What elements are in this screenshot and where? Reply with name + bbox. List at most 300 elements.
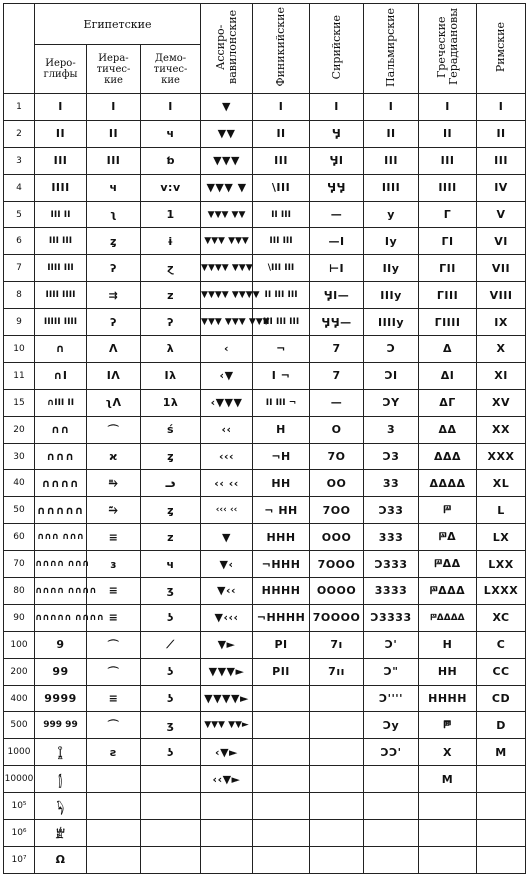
assyrian-cell: ▼▼▼▼► <box>201 685 253 712</box>
assyrian-cell: ▼▼▼ ▼▼▼ ▼▼▼ <box>201 309 253 336</box>
demotic-cell: v:v <box>141 174 201 201</box>
demotic-cell: ʒ <box>141 712 201 739</box>
number-cell: 10 <box>4 336 35 363</box>
greek-cell: Г <box>419 201 477 228</box>
palmyrene-cell: II <box>364 120 419 147</box>
hieroglyph-cell: ∩I <box>35 362 87 389</box>
number-cell: 20 <box>4 416 35 443</box>
phoenician-cell: ¬ <box>253 336 310 363</box>
phoenician-cell: III <box>253 147 310 174</box>
assyrian-cell: ‹▼ <box>201 362 253 389</box>
table-row <box>4 470 526 497</box>
roman-cell: CD <box>477 685 526 712</box>
table-row <box>4 766 526 793</box>
syrian-cell <box>310 820 364 847</box>
roman-cell <box>477 820 526 847</box>
hieroglyph-cell: II <box>35 120 87 147</box>
assyrian-cell: ‹‹‹ <box>201 443 253 470</box>
hieratic-cell: ȥ <box>87 228 141 255</box>
number-cell: 15 <box>4 389 35 416</box>
syrian-cell: ӋI— <box>310 282 364 309</box>
syrian-cell: 7O <box>310 443 364 470</box>
palmyrene-cell: Ↄ3 <box>364 443 419 470</box>
syrian-cell: —I <box>310 228 364 255</box>
hieroglyph-cell: 999 99 <box>35 712 87 739</box>
phoenician-cell: III III III <box>253 309 310 336</box>
palmyrene-cell: Ↄ <box>364 336 419 363</box>
assyrian-cell <box>201 793 253 820</box>
hieroglyphs-header: Иеро- глифы <box>35 45 87 94</box>
syrian-cell <box>310 739 364 766</box>
phoenician-cell <box>253 712 310 739</box>
phoenician-header: Финикийские <box>253 4 310 94</box>
roman-cell: XI <box>477 362 526 389</box>
syrian-cell <box>310 846 364 873</box>
palmyrene-cell: IIIIy <box>364 309 419 336</box>
palmyrene-cell: y <box>364 201 419 228</box>
greek-cell: ΔΔΔ <box>419 443 477 470</box>
phoenician-cell: \III <box>253 174 310 201</box>
hieratic-cell <box>87 820 141 847</box>
assyrian-cell: ▼▼▼ ▼ <box>201 174 253 201</box>
palmyrene-cell: IIIy <box>364 282 419 309</box>
roman-cell: VIII <box>477 282 526 309</box>
number-cell: 6 <box>4 228 35 255</box>
number-cell: 80 <box>4 578 35 605</box>
roman-cell: M <box>477 739 526 766</box>
palmyrene-cell: IIy <box>364 255 419 282</box>
assyrian-cell: ▼‹ <box>201 551 253 578</box>
greek-cell: 𐅄Δ <box>419 524 477 551</box>
number-cell: 10⁶ <box>4 820 35 847</box>
roman-cell: D <box>477 712 526 739</box>
table-row <box>4 282 526 309</box>
palmyrene-cell: 33 <box>364 470 419 497</box>
table-row <box>4 658 526 685</box>
demotic-cell: 1 <box>141 201 201 228</box>
hieroglyph-cell: ∩ <box>35 336 87 363</box>
roman-cell: XXX <box>477 443 526 470</box>
table-row <box>4 497 526 524</box>
palmyrene-cell <box>364 766 419 793</box>
syrian-cell: ӋӋ <box>310 174 364 201</box>
number-cell: 50 <box>4 497 35 524</box>
hieratic-cell: ⇉ <box>87 282 141 309</box>
palmyrene-cell: Ↄ3333 <box>364 604 419 631</box>
phoenician-cell: HH <box>253 470 310 497</box>
hieratic-cell: ≡ <box>87 685 141 712</box>
number-cell: 70 <box>4 551 35 578</box>
assyrian-cell <box>201 820 253 847</box>
demotic-cell: Iλ <box>141 362 201 389</box>
table-row <box>4 604 526 631</box>
greek-cell: ГI <box>419 228 477 255</box>
hieratic-cell: ⥲ <box>87 497 141 524</box>
demotic-cell <box>141 820 201 847</box>
table-row <box>4 389 526 416</box>
hieratic-cell: II <box>87 120 141 147</box>
corner-cell <box>4 4 35 94</box>
demotic-cell: ч <box>141 551 201 578</box>
greek-cell: II <box>419 120 477 147</box>
palmyrene-cell: Ↄ333 <box>364 551 419 578</box>
number-cell: 11 <box>4 362 35 389</box>
number-cell: 200 <box>4 658 35 685</box>
hieroglyph-cell: 𓆼 <box>35 739 87 766</box>
phoenician-cell: II <box>253 120 310 147</box>
syrian-cell: OOOO <box>310 578 364 605</box>
greek-cell: HH <box>419 658 477 685</box>
assyrian-cell: ‹ <box>201 336 253 363</box>
demotic-cell: z <box>141 282 201 309</box>
phoenician-cell: PII <box>253 658 310 685</box>
hieratic-cell: ⌒ <box>87 658 141 685</box>
syrian-cell: 7ıı <box>310 658 364 685</box>
table-row <box>4 416 526 443</box>
greek-cell: Δ <box>419 336 477 363</box>
phoenician-cell: II III III <box>253 282 310 309</box>
palmyrene-cell <box>364 820 419 847</box>
assyrian-cell: ▼▼▼▼ ▼▼▼ <box>201 255 253 282</box>
number-cell: 4 <box>4 174 35 201</box>
roman-cell <box>477 846 526 873</box>
hieratic-cell: ϰ <box>87 443 141 470</box>
syrian-cell <box>310 685 364 712</box>
phoenician-cell: I <box>253 94 310 121</box>
hieroglyph-cell: 9999 <box>35 685 87 712</box>
assyrian-cell: ‹‹‹ ‹‹ <box>201 497 253 524</box>
hieroglyph-cell: IIII III <box>35 255 87 282</box>
demotic-header: Демо- тичес- кие <box>141 45 201 94</box>
number-cell: 90 <box>4 604 35 631</box>
demotic-cell: ч <box>141 120 201 147</box>
number-cell: 8 <box>4 282 35 309</box>
syrian-cell: O <box>310 416 364 443</box>
syrian-cell: I <box>310 94 364 121</box>
phoenician-cell: \III III <box>253 255 310 282</box>
greek-cell <box>419 820 477 847</box>
assyrian-cell: ‹▼▼▼ <box>201 389 253 416</box>
hieratic-cell: ≡ <box>87 604 141 631</box>
demotic-cell: ʖ <box>141 604 201 631</box>
phoenician-cell: H <box>253 416 310 443</box>
syrian-cell: ӋӋ— <box>310 309 364 336</box>
phoenician-cell: I ¬ <box>253 362 310 389</box>
phoenician-cell: ¬H <box>253 443 310 470</box>
numeral-rows <box>4 94 526 874</box>
table-row <box>4 336 526 363</box>
table-row <box>4 255 526 282</box>
table-row <box>4 362 526 389</box>
demotic-cell: ȥ <box>141 497 201 524</box>
table-row <box>4 793 526 820</box>
assyro-babylonian-header: Ассиро-вавилонские <box>201 4 253 94</box>
greek-cell: M <box>419 766 477 793</box>
hieroglyph-cell: III II <box>35 201 87 228</box>
syrian-cell: 7OO <box>310 497 364 524</box>
hieroglyph-cell: IIIII IIII <box>35 309 87 336</box>
demotic-cell: λ <box>141 336 201 363</box>
table-row <box>4 524 526 551</box>
hieroglyph-cell: III <box>35 147 87 174</box>
syrian-cell <box>310 712 364 739</box>
palmyrene-cell <box>364 793 419 820</box>
syrian-cell: ⊢I <box>310 255 364 282</box>
assyrian-cell <box>201 846 253 873</box>
roman-cell: XV <box>477 389 526 416</box>
assyrian-cell: ▼▼▼ ▼▼ <box>201 201 253 228</box>
assyrian-cell: ‹‹▼► <box>201 766 253 793</box>
hieratic-cell: ɜ <box>87 551 141 578</box>
hieroglyph-cell: ∩∩∩ ∩∩∩ <box>35 524 87 551</box>
phoenician-cell: ¬HHHH <box>253 604 310 631</box>
greek-herodian-header: Греческие Герадиановы <box>419 4 477 94</box>
palmyrene-cell: Iy <box>364 228 419 255</box>
assyrian-cell: ‹‹ <box>201 416 253 443</box>
demotic-cell: ś <box>141 416 201 443</box>
greek-cell: ΔΔΔΔ <box>419 470 477 497</box>
assyrian-cell: ▼▼▼ ▼▼► <box>201 712 253 739</box>
number-cell: 400 <box>4 685 35 712</box>
roman-cell: LXX <box>477 551 526 578</box>
assyrian-cell: ‹▼► <box>201 739 253 766</box>
number-cell: 3 <box>4 147 35 174</box>
phoenician-cell <box>253 820 310 847</box>
greek-cell: I <box>419 94 477 121</box>
hieratic-cell: ≡ <box>87 524 141 551</box>
assyrian-cell: ▼‹‹‹ <box>201 604 253 631</box>
greek-cell: Χ <box>419 739 477 766</box>
greek-cell: ГIII <box>419 282 477 309</box>
palmyrene-header: Пальмирские <box>364 4 419 94</box>
number-cell: 1000 <box>4 739 35 766</box>
palmyrene-cell: Ↄy <box>364 712 419 739</box>
greek-cell: 𐅄 <box>419 497 477 524</box>
hieratic-cell: ⌒ <box>87 631 141 658</box>
palmyrene-cell: 333 <box>364 524 419 551</box>
syrian-cell: 7 <box>310 336 364 363</box>
hieroglyph-cell: I <box>35 94 87 121</box>
greek-cell: 𐅄ΔΔΔ <box>419 578 477 605</box>
syrian-cell: Ӌ <box>310 120 364 147</box>
number-cell: 2 <box>4 120 35 147</box>
hieroglyph-cell: 99 <box>35 658 87 685</box>
hieroglyph-cell: ∩III II <box>35 389 87 416</box>
demotic-cell: ʖ <box>141 739 201 766</box>
hieroglyph-cell: ∩∩∩∩ <box>35 470 87 497</box>
palmyrene-cell: ↃↃ' <box>364 739 419 766</box>
palmyrene-cell: IIII <box>364 174 419 201</box>
demotic-cell: I <box>141 94 201 121</box>
number-cell: 9 <box>4 309 35 336</box>
demotic-cell <box>141 793 201 820</box>
table-row <box>4 631 526 658</box>
greek-cell: ГII <box>419 255 477 282</box>
roman-cell: XX <box>477 416 526 443</box>
assyrian-cell: ▼▼▼ <box>201 147 253 174</box>
hieratic-cell: ʔ <box>87 255 141 282</box>
palmyrene-cell: Ↄ' <box>364 631 419 658</box>
greek-cell: HHHH <box>419 685 477 712</box>
roman-cell <box>477 793 526 820</box>
table-row <box>4 820 526 847</box>
number-cell: 10⁵ <box>4 793 35 820</box>
table-row <box>4 228 526 255</box>
palmyrene-cell: 3 <box>364 416 419 443</box>
syrian-cell <box>310 766 364 793</box>
roman-header: Римские <box>477 4 526 94</box>
phoenician-cell <box>253 793 310 820</box>
number-cell: 1 <box>4 94 35 121</box>
roman-cell: III <box>477 147 526 174</box>
greek-cell: ΔΓ <box>419 389 477 416</box>
roman-cell <box>477 766 526 793</box>
hieroglyph-cell: ∩∩ <box>35 416 87 443</box>
syrian-cell: 7 <box>310 362 364 389</box>
hieratic-cell: ʅΛ <box>87 389 141 416</box>
phoenician-cell: ¬HHH <box>253 551 310 578</box>
roman-cell: II <box>477 120 526 147</box>
roman-cell: I <box>477 94 526 121</box>
roman-cell: VII <box>477 255 526 282</box>
numeral-systems-table <box>3 3 526 874</box>
phoenician-cell <box>253 685 310 712</box>
hieroglyph-cell: Ω <box>35 846 87 873</box>
table-row <box>4 309 526 336</box>
palmyrene-cell: 3333 <box>364 578 419 605</box>
greek-cell: III <box>419 147 477 174</box>
hieratic-cell <box>87 793 141 820</box>
demotic-cell <box>141 766 201 793</box>
assyrian-cell: ▼▼▼▼ ▼▼▼▼ <box>201 282 253 309</box>
demotic-cell: ʔ <box>141 309 201 336</box>
phoenician-cell: HHH <box>253 524 310 551</box>
assyrian-cell: ▼▼ <box>201 120 253 147</box>
assyrian-cell: ‹‹ ‹‹ <box>201 470 253 497</box>
assyrian-cell: ▼▼▼► <box>201 658 253 685</box>
hieroglyph-cell: IIII IIII <box>35 282 87 309</box>
syrian-cell: — <box>310 201 364 228</box>
greek-cell: 𐅅 <box>419 712 477 739</box>
table-row <box>4 685 526 712</box>
roman-cell: LXXX <box>477 578 526 605</box>
hieratic-cell: Λ <box>87 336 141 363</box>
hieratic-cell: ⌒ <box>87 416 141 443</box>
hieroglyph-cell: ∩∩∩∩∩ <box>35 497 87 524</box>
phoenician-cell: ¬ HH <box>253 497 310 524</box>
hieratic-cell: III <box>87 147 141 174</box>
hieratic-cell: ʅ <box>87 201 141 228</box>
syrian-cell: OOO <box>310 524 364 551</box>
hieroglyph-cell: 𓁨 <box>35 820 87 847</box>
assyrian-cell: ▼▼▼ ▼▼▼ <box>201 228 253 255</box>
hieroglyph-cell: ∩∩∩∩∩ ∩∩∩∩ <box>35 604 87 631</box>
palmyrene-cell: Ↄ" <box>364 658 419 685</box>
number-cell: 40 <box>4 470 35 497</box>
hieratic-cell: ʔ <box>87 309 141 336</box>
hieroglyph-cell: ∩∩∩∩ ∩∩∩ <box>35 551 87 578</box>
demotic-cell: ʖ <box>141 685 201 712</box>
table-row <box>4 551 526 578</box>
hieratic-cell: ≡ <box>87 578 141 605</box>
greek-cell <box>419 846 477 873</box>
number-cell: 5 <box>4 201 35 228</box>
assyrian-cell: ▼► <box>201 631 253 658</box>
table-row <box>4 94 526 121</box>
phoenician-cell <box>253 846 310 873</box>
syrian-cell: OO <box>310 470 364 497</box>
demotic-cell: ʖ <box>141 658 201 685</box>
number-cell: 10⁷ <box>4 846 35 873</box>
demotic-cell: ȥ <box>141 443 201 470</box>
roman-cell: IX <box>477 309 526 336</box>
phoenician-cell: II III <box>253 201 310 228</box>
hieratic-cell: ⥱ <box>87 470 141 497</box>
greek-cell: 𐅄ΔΔ <box>419 551 477 578</box>
hieroglyph-cell: 𓂭 <box>35 766 87 793</box>
phoenician-cell: II III ¬ <box>253 389 310 416</box>
table-row <box>4 578 526 605</box>
assyrian-cell: ▼ <box>201 94 253 121</box>
roman-cell: IV <box>477 174 526 201</box>
roman-cell: XL <box>477 470 526 497</box>
number-cell: 10000 <box>4 766 35 793</box>
syrian-cell: ӋI <box>310 147 364 174</box>
table-row <box>4 846 526 873</box>
roman-cell: XC <box>477 604 526 631</box>
greek-cell: ΔΔ <box>419 416 477 443</box>
hieroglyph-cell: ∩∩∩∩ ∩∩∩∩ <box>35 578 87 605</box>
roman-cell: VI <box>477 228 526 255</box>
egyptian-group-header: Египетские <box>35 4 201 45</box>
roman-cell: LX <box>477 524 526 551</box>
hieratic-cell: I <box>87 94 141 121</box>
hieratic-cell <box>87 846 141 873</box>
number-cell: 30 <box>4 443 35 470</box>
demotic-cell: ʒ <box>141 578 201 605</box>
roman-cell: V <box>477 201 526 228</box>
demotic-cell: ƅ <box>141 147 201 174</box>
hieroglyph-cell: ∩∩∩ <box>35 443 87 470</box>
greek-cell: IIII <box>419 174 477 201</box>
greek-cell: ГIIII <box>419 309 477 336</box>
table-row <box>4 201 526 228</box>
syrian-cell: — <box>310 389 364 416</box>
table-row <box>4 739 526 766</box>
palmyrene-cell: III <box>364 147 419 174</box>
table-row <box>4 174 526 201</box>
demotic-cell: z <box>141 524 201 551</box>
palmyrene-cell: Ↄ33 <box>364 497 419 524</box>
hieratic-cell: IΛ <box>87 362 141 389</box>
phoenician-cell: HHHH <box>253 578 310 605</box>
table-row <box>4 712 526 739</box>
syrian-header: Сирийские <box>310 4 364 94</box>
demotic-cell: ɀ <box>141 255 201 282</box>
hieratic-header: Иера- тичес- кие <box>87 45 141 94</box>
table-row <box>4 120 526 147</box>
assyrian-cell: ▼‹‹ <box>201 578 253 605</box>
syrian-cell: 7OOO <box>310 551 364 578</box>
greek-cell: 𐅄ΔΔΔΔ <box>419 604 477 631</box>
hieratic-cell: ƨ <box>87 739 141 766</box>
palmyrene-cell: Ↄ'''' <box>364 685 419 712</box>
number-cell: 100 <box>4 631 35 658</box>
hieroglyph-cell: 9 <box>35 631 87 658</box>
palmyrene-cell: ↃI <box>364 362 419 389</box>
demotic-cell: ⟋ <box>141 631 201 658</box>
hieroglyph-cell: III III <box>35 228 87 255</box>
